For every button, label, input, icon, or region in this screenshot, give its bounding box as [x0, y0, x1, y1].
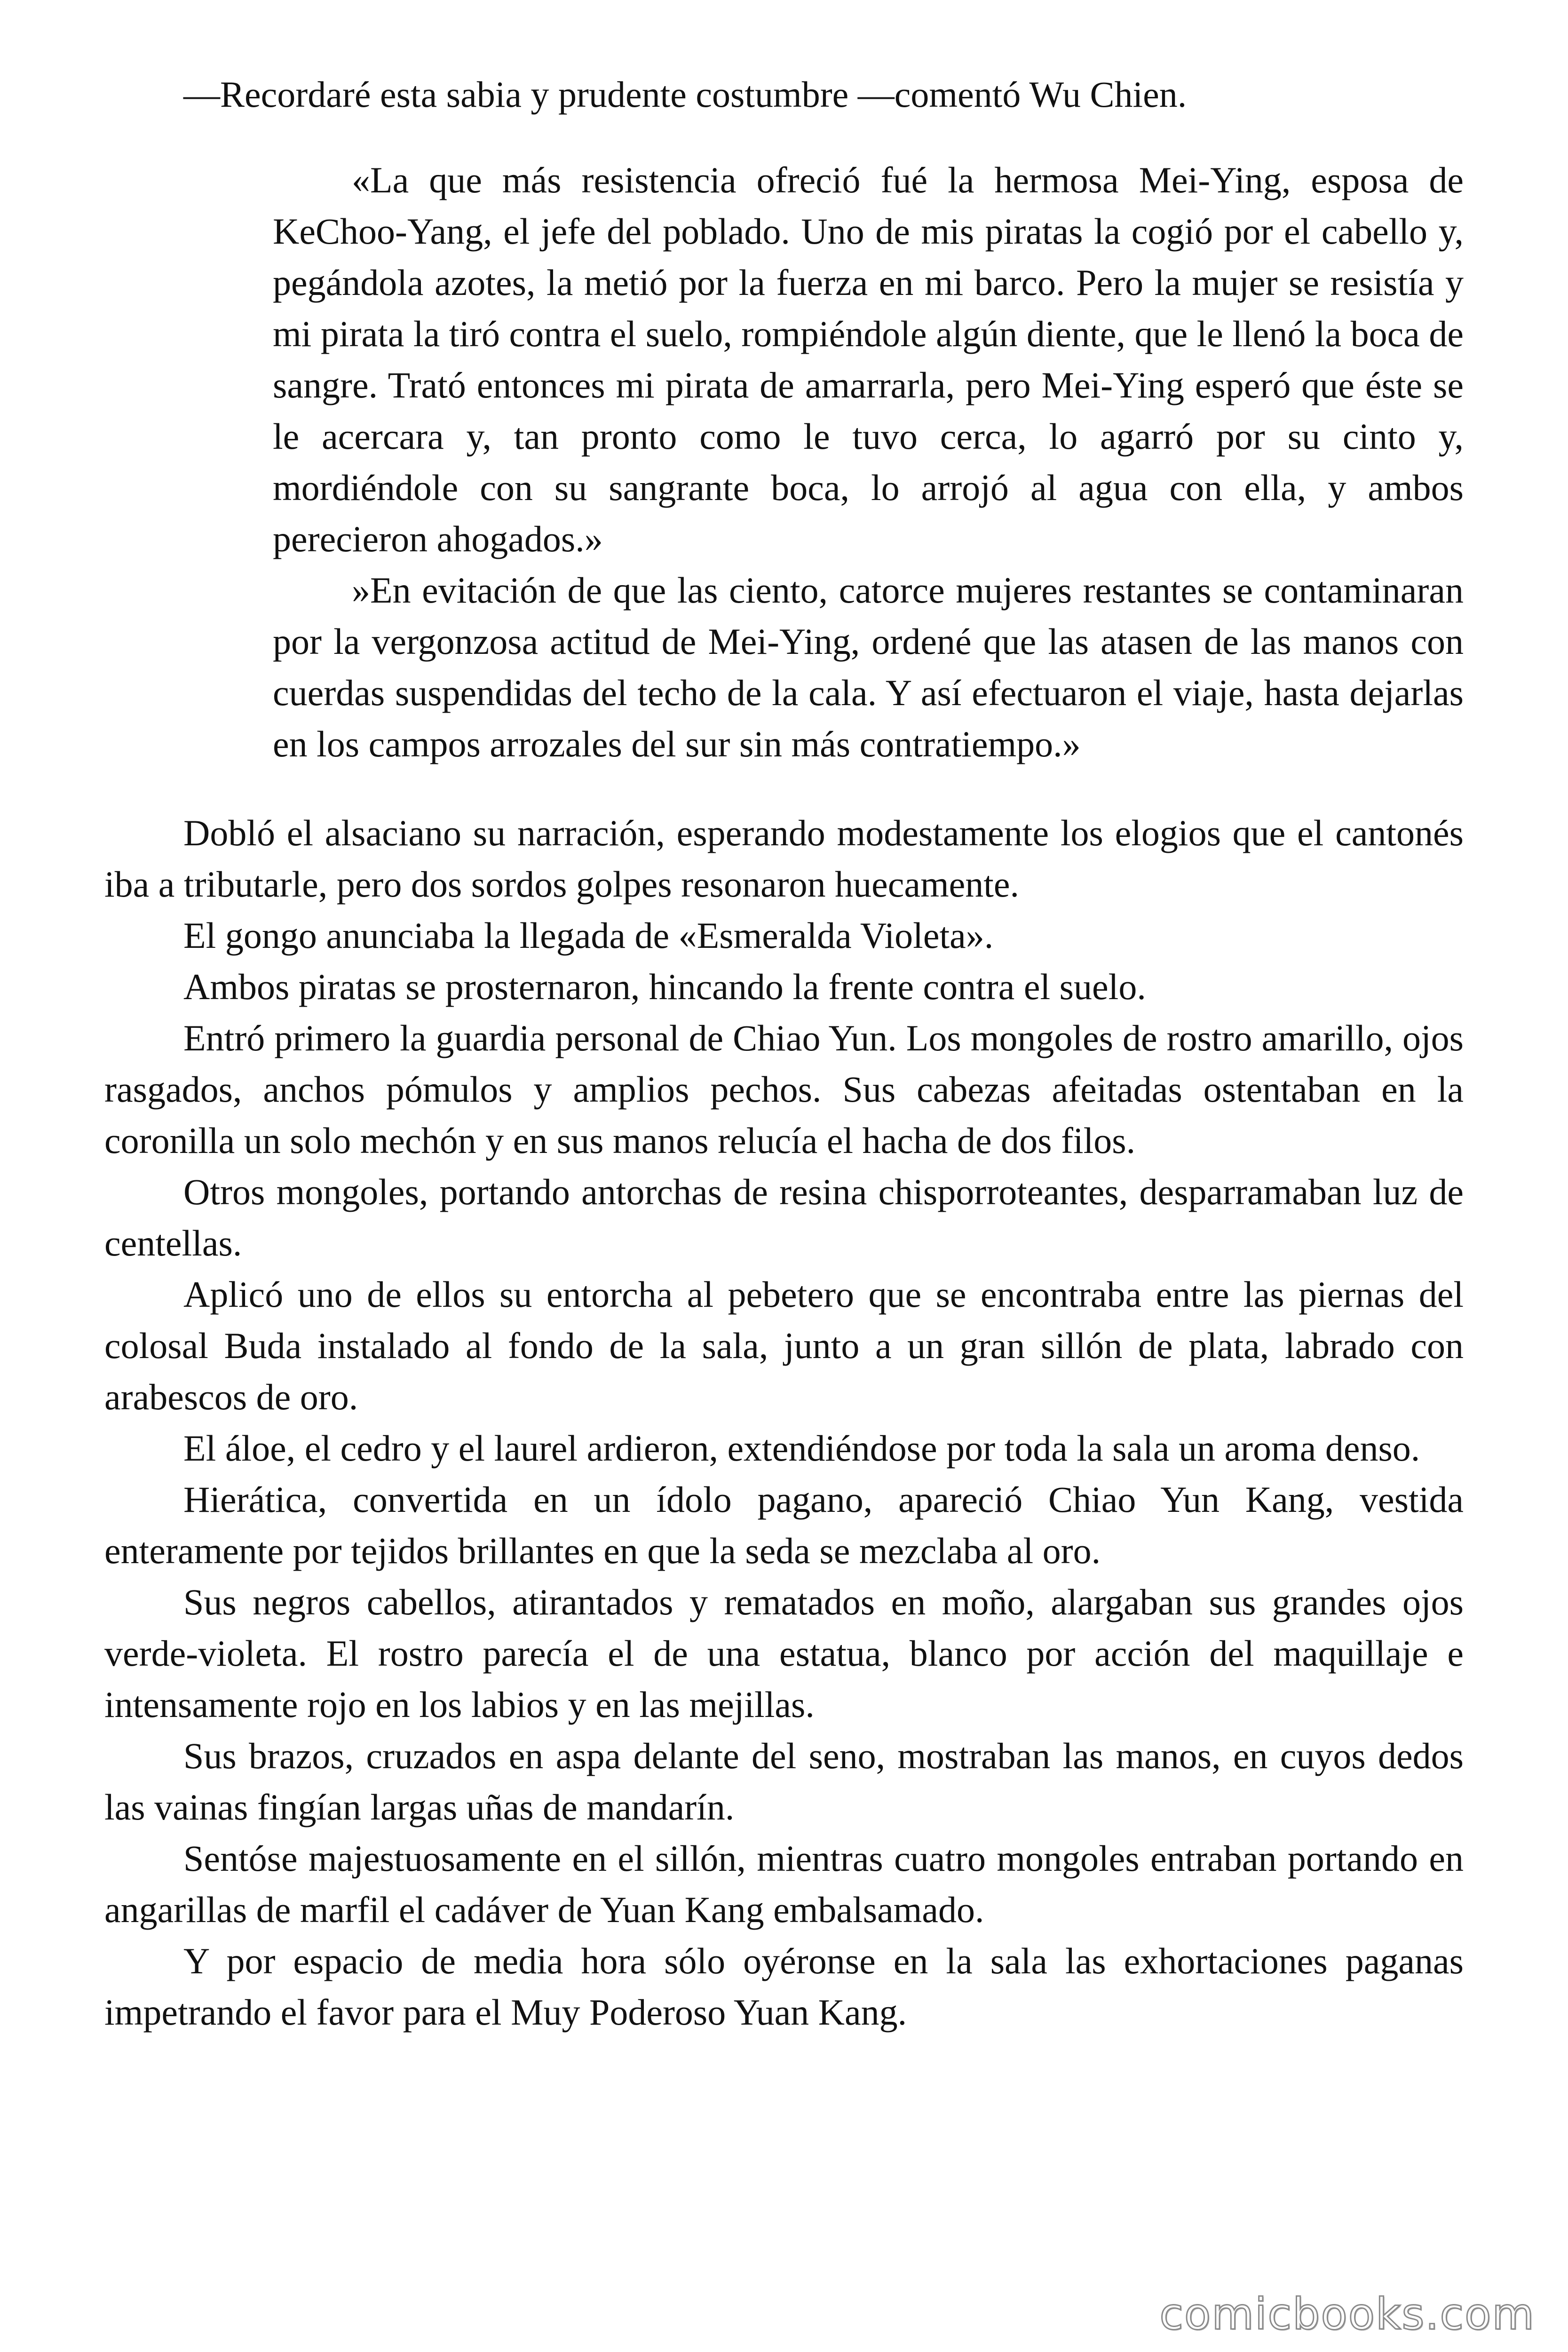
paragraph: Ambos piratas se prosternaron, hincando la frente contra el suelo.: [183, 966, 1146, 1007]
watermark-logo: comicbooks.com: [1159, 2289, 1535, 2339]
paragraph: Dobló el alsaciano su narración, esperando modestamente los elogios que el cantonés iba a tributarle, pero dos sordos golpes resonaron huecamente.: [104, 812, 1464, 905]
quote-paragraph: »En evitación de que las ciento, catorce mujeres restantes se contaminaran por la vergonzosa actitud de Mei-Ying, ordené que las atasen de las manos con cuerdas suspendidas del techo de la cala. Y así efectuaron el viaje, hasta dejarlas en los campos arrozales del sur sin más contratiempo.»: [273, 570, 1464, 764]
paragraph: Entró primero la guardia personal de Chiao Yun. Los mongoles de rostro amarillo, ojos rasgados, anchos pómulos y amplios pechos. Sus cabezas afeitadas ostentaban en la coronilla un solo mechón y en sus manos relucía el hacha de dos filos.: [104, 1017, 1464, 1161]
paragraph: Hierática, convertida en un ídolo pagano, apareció Chiao Yun Kang, vestida enteramente por tejidos brillantes en que la seda se mezclaba al oro.: [104, 1479, 1464, 1571]
spacer: [104, 770, 1464, 807]
paragraph: El áloe, el cedro y el laurel ardieron, extendiéndose por toda la sala un aroma denso.: [183, 1428, 1420, 1469]
paragraph: Sentóse majestuosamente en el sillón, mientras cuatro mongoles entraban portando en angarillas de marfil el cadáver de Yuan Kang embalsamado.: [104, 1838, 1464, 1930]
paragraph: Otros mongoles, portando antorchas de resina chisporroteantes, desparramaban luz de centellas.: [104, 1171, 1464, 1263]
paragraph: Y por espacio de media hora sólo oyéronse en la sala las exhortaciones paganas impetrando el favor para el Muy Poderoso Yuan Kang.: [104, 1940, 1464, 2033]
spacer: [104, 120, 1464, 154]
paragraph: —Recordaré esta sabia y prudente costumbre —comentó Wu Chien.: [183, 74, 1187, 115]
paragraph: Sus negros cabellos, atirantados y rematados en moño, alargaban sus grandes ojos verde-violeta. El rostro parecía el de una estatua, blanco por acción del maquillaje e intensamente rojo en los labios y en las mejillas.: [104, 1581, 1464, 1725]
block-quote: [273, 154, 1464, 770]
paragraph: Sus brazos, cruzados en aspa delante del seno, mostraban las manos, en cuyos dedos las vainas fingían largas uñas de mandarín.: [104, 1735, 1464, 1828]
page-text: [104, 69, 1464, 2038]
paragraph: El gongo anunciaba la llegada de «Esmeralda Violeta».: [183, 915, 994, 956]
quote-paragraph: «La que más resistencia ofreció fué la hermosa Mei-Ying, esposa de KeChoo-Yang, el jefe del poblado. Uno de mis piratas la cogió por el cabello y, pegándola azotes, la metió por la fuerza en mi barco. Pero la mujer se resistía y mi pirata la tiró contra el suelo, rompiéndole algún diente, que le llenó la boca de sangre. Trató entonces mi pirata de amarrarla, pero Mei-Ying esperó que éste se le acercara y, tan pronto como le tuvo cerca, lo agarró por su cinto y, mordiéndole con su sangrante boca, lo arrojó al agua con ella, y ambos perecieron ahogados.»: [273, 159, 1464, 559]
paragraph: Aplicó uno de ellos su entorcha al pebetero que se encontraba entre las piernas del colosal Buda instalado al fondo de la sala, junto a un gran sillón de plata, labrado con arabescos de oro.: [104, 1274, 1464, 1417]
